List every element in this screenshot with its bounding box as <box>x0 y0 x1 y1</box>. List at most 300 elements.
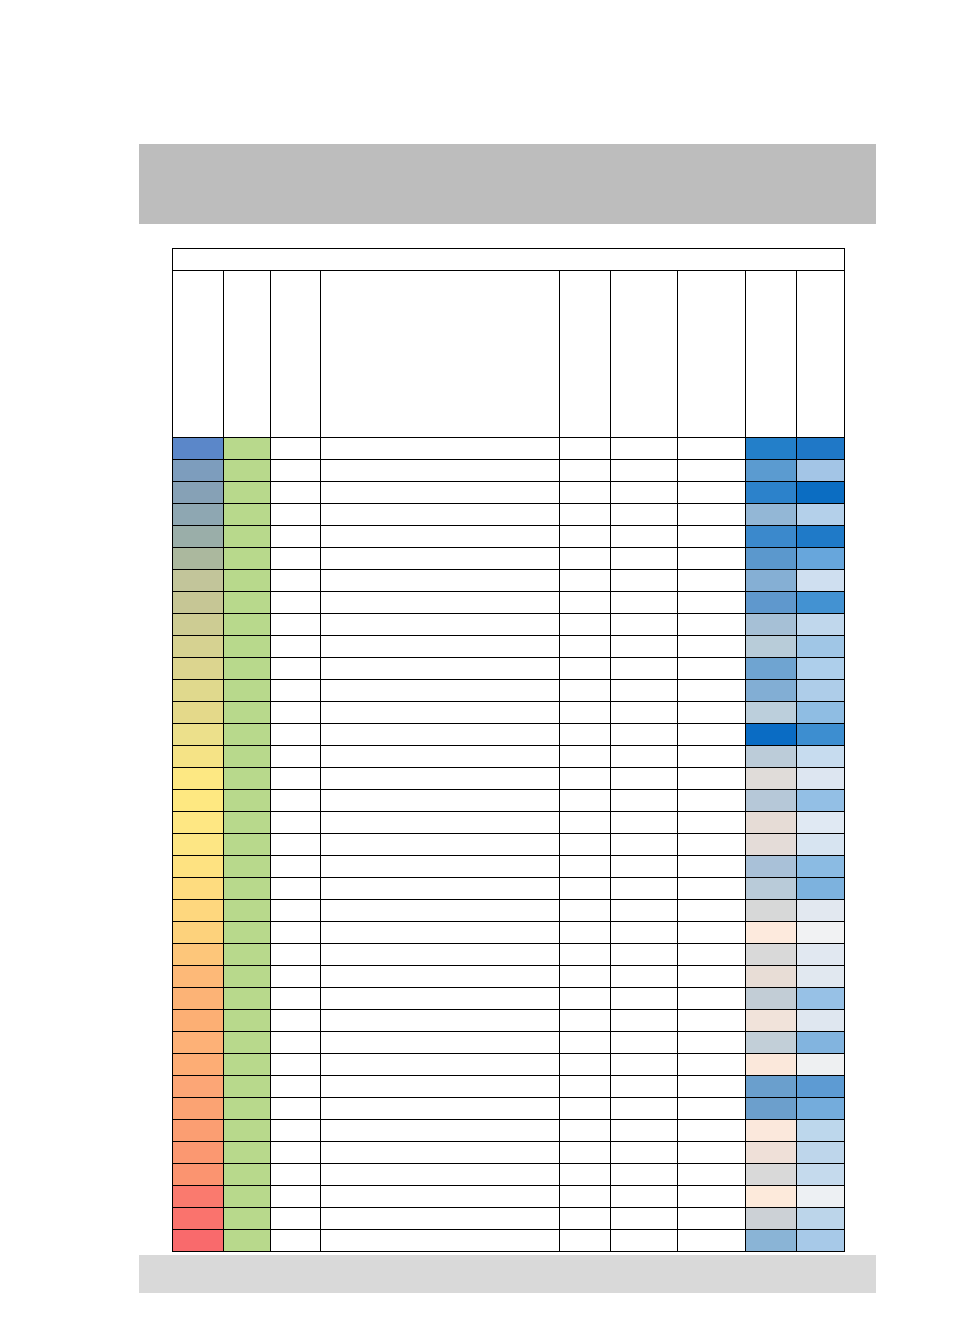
table-cell <box>746 1208 797 1230</box>
table-cell <box>321 834 560 856</box>
table-cell <box>173 1076 224 1098</box>
table-cell <box>560 636 611 658</box>
table-cell <box>560 1076 611 1098</box>
table-cell <box>746 1142 797 1164</box>
table-cell <box>746 900 797 922</box>
table-cell <box>746 438 797 460</box>
table-cell <box>746 548 797 570</box>
table-cell <box>746 988 797 1010</box>
table-cell <box>560 460 611 482</box>
table-cell <box>611 834 678 856</box>
table-cell <box>797 1230 845 1252</box>
column-header <box>321 271 560 438</box>
table-cell <box>797 1142 845 1164</box>
table-cell <box>271 790 321 812</box>
table-cell <box>321 438 560 460</box>
table-cell <box>678 1120 746 1142</box>
table-cell <box>321 1230 560 1252</box>
table-cell <box>321 1098 560 1120</box>
table-cell <box>611 856 678 878</box>
table-cell <box>560 790 611 812</box>
table-cell <box>224 526 271 548</box>
table-cell <box>224 1142 271 1164</box>
table-cell <box>797 724 845 746</box>
table-cell <box>271 658 321 680</box>
table-cell <box>797 1120 845 1142</box>
table-cell <box>173 1186 224 1208</box>
table-cell <box>224 504 271 526</box>
table-cell <box>560 548 611 570</box>
table-cell <box>678 460 746 482</box>
table-cell <box>224 680 271 702</box>
table-row <box>173 1120 845 1142</box>
table-cell <box>560 504 611 526</box>
column-header <box>746 271 797 438</box>
table-row <box>173 592 845 614</box>
table-cell <box>224 944 271 966</box>
table-cell <box>797 922 845 944</box>
table-cell <box>173 526 224 548</box>
table-cell <box>678 768 746 790</box>
table-cell <box>560 1054 611 1076</box>
table-cell <box>560 1032 611 1054</box>
table-row <box>173 1076 845 1098</box>
table-cell <box>560 812 611 834</box>
table-cell <box>797 614 845 636</box>
table-cell <box>746 944 797 966</box>
table-cell <box>224 592 271 614</box>
table-cell <box>321 1142 560 1164</box>
table-cell <box>173 592 224 614</box>
table-cell <box>224 724 271 746</box>
table-cell <box>321 680 560 702</box>
table-cell <box>173 680 224 702</box>
table-row <box>173 1054 845 1076</box>
table-cell <box>797 900 845 922</box>
table-title-row <box>173 249 845 271</box>
column-header <box>797 271 845 438</box>
table-cell <box>173 790 224 812</box>
table-cell <box>678 1230 746 1252</box>
table-cell <box>321 790 560 812</box>
table-cell <box>746 526 797 548</box>
table-cell <box>271 1010 321 1032</box>
table-cell <box>797 856 845 878</box>
table-cell <box>678 570 746 592</box>
table-cell <box>611 878 678 900</box>
table-cell <box>797 812 845 834</box>
table-row <box>173 636 845 658</box>
table-cell <box>678 658 746 680</box>
table-cell <box>173 768 224 790</box>
table-cell <box>560 944 611 966</box>
table-cell <box>271 1120 321 1142</box>
table-cell <box>678 1186 746 1208</box>
table-cell <box>611 1230 678 1252</box>
table-cell <box>678 1142 746 1164</box>
table-cell <box>678 966 746 988</box>
table-cell <box>746 724 797 746</box>
table-cell <box>271 460 321 482</box>
table-cell <box>173 1120 224 1142</box>
table-cell <box>611 438 678 460</box>
table-cell <box>678 614 746 636</box>
table-cell <box>321 658 560 680</box>
table-row <box>173 834 845 856</box>
table-cell <box>560 966 611 988</box>
table-cell <box>746 1098 797 1120</box>
table-cell <box>560 592 611 614</box>
table-cell <box>746 614 797 636</box>
table-cell <box>321 636 560 658</box>
table-cell <box>560 438 611 460</box>
table-cell <box>321 1010 560 1032</box>
table-cell <box>611 614 678 636</box>
table-cell <box>678 1032 746 1054</box>
table-row <box>173 482 845 504</box>
table-cell <box>746 746 797 768</box>
table-cell <box>224 922 271 944</box>
table-cell <box>321 900 560 922</box>
table-cell <box>271 504 321 526</box>
table-cell <box>271 702 321 724</box>
table-cell <box>560 878 611 900</box>
table-cell <box>678 1054 746 1076</box>
table-cell <box>797 966 845 988</box>
table-cell <box>560 1186 611 1208</box>
table-cell <box>224 878 271 900</box>
table-cell <box>224 1032 271 1054</box>
table-cell <box>224 900 271 922</box>
table-cell <box>611 1010 678 1032</box>
table-cell <box>560 988 611 1010</box>
table-cell <box>678 482 746 504</box>
table-row <box>173 812 845 834</box>
table-cell <box>271 768 321 790</box>
table-row <box>173 526 845 548</box>
table-cell <box>797 1098 845 1120</box>
table-cell <box>797 636 845 658</box>
table-cell <box>173 1054 224 1076</box>
table-cell <box>321 702 560 724</box>
table-row <box>173 790 845 812</box>
table-cell <box>271 966 321 988</box>
table-cell <box>611 680 678 702</box>
table-cell <box>271 878 321 900</box>
table-cell <box>321 724 560 746</box>
table-cell <box>224 1076 271 1098</box>
table-cell <box>611 812 678 834</box>
table-cell <box>746 878 797 900</box>
table-cell <box>678 504 746 526</box>
table-cell <box>611 658 678 680</box>
table-cell <box>321 1164 560 1186</box>
table-cell <box>173 878 224 900</box>
table-cell <box>271 746 321 768</box>
table-cell <box>321 922 560 944</box>
table-cell <box>678 1010 746 1032</box>
table-cell <box>224 746 271 768</box>
table-cell <box>321 944 560 966</box>
table-cell <box>224 614 271 636</box>
table-cell <box>560 1010 611 1032</box>
table-cell <box>678 592 746 614</box>
table-cell <box>321 1120 560 1142</box>
table-cell <box>560 724 611 746</box>
table-cell <box>321 504 560 526</box>
table-row <box>173 878 845 900</box>
table-cell <box>560 614 611 636</box>
table-cell <box>560 680 611 702</box>
table-cell <box>611 746 678 768</box>
table-cell <box>224 834 271 856</box>
table-row <box>173 1142 845 1164</box>
table-cell <box>797 768 845 790</box>
table-cell <box>611 1032 678 1054</box>
table-cell <box>678 702 746 724</box>
table-row <box>173 1164 845 1186</box>
table-row <box>173 966 845 988</box>
table-cell <box>797 790 845 812</box>
table-cell <box>173 438 224 460</box>
table-cell <box>560 702 611 724</box>
table-cell <box>224 1010 271 1032</box>
table-cell <box>173 548 224 570</box>
table-cell <box>173 504 224 526</box>
table-row <box>173 856 845 878</box>
table-cell <box>611 1098 678 1120</box>
table-cell <box>321 570 560 592</box>
table-cell <box>611 966 678 988</box>
table-cell <box>224 988 271 1010</box>
table-cell <box>797 526 845 548</box>
column-header <box>611 271 678 438</box>
table-cell <box>746 1120 797 1142</box>
table-cell <box>224 1208 271 1230</box>
table-cell <box>224 812 271 834</box>
table-cell <box>746 1164 797 1186</box>
table-cell <box>611 460 678 482</box>
table-cell <box>560 1142 611 1164</box>
table-cell <box>321 746 560 768</box>
table-cell <box>560 570 611 592</box>
table-row <box>173 922 845 944</box>
table-cell <box>224 702 271 724</box>
table-row <box>173 460 845 482</box>
table-cell <box>678 548 746 570</box>
table-cell <box>173 570 224 592</box>
table-cell <box>746 856 797 878</box>
table-cell <box>271 636 321 658</box>
table-cell <box>797 1010 845 1032</box>
table-cell <box>678 812 746 834</box>
table-cell <box>321 614 560 636</box>
table-cell <box>797 1186 845 1208</box>
table-cell <box>797 658 845 680</box>
table-cell <box>611 636 678 658</box>
table-cell <box>611 1054 678 1076</box>
table-cell <box>797 878 845 900</box>
table-cell <box>560 768 611 790</box>
table-row <box>173 724 845 746</box>
table-cell <box>746 658 797 680</box>
table-cell <box>746 460 797 482</box>
table-cell <box>271 812 321 834</box>
table-cell <box>271 592 321 614</box>
ranking-table <box>172 248 845 1252</box>
table-cell <box>271 900 321 922</box>
table-cell <box>271 856 321 878</box>
table-cell <box>611 1142 678 1164</box>
table-cell <box>560 526 611 548</box>
table-cell <box>678 878 746 900</box>
table-cell <box>321 526 560 548</box>
table-cell <box>611 504 678 526</box>
table-cell <box>173 922 224 944</box>
table-cell <box>746 1054 797 1076</box>
table-cell <box>271 1054 321 1076</box>
table-row <box>173 1098 845 1120</box>
table-cell <box>224 460 271 482</box>
table-cell <box>746 482 797 504</box>
table-cell <box>560 1120 611 1142</box>
table-cell <box>560 1230 611 1252</box>
table-row <box>173 614 845 636</box>
table-cell <box>746 768 797 790</box>
table-cell <box>173 658 224 680</box>
table-cell <box>271 724 321 746</box>
table-cell <box>560 658 611 680</box>
table-cell <box>746 702 797 724</box>
table-cell <box>678 1076 746 1098</box>
table-cell <box>224 768 271 790</box>
table-header-row <box>173 271 845 438</box>
table-cell <box>746 790 797 812</box>
table-cell <box>560 900 611 922</box>
table-cell <box>321 1208 560 1230</box>
table-cell <box>746 1186 797 1208</box>
table-cell <box>560 1098 611 1120</box>
table-cell <box>611 1120 678 1142</box>
table-row <box>173 1230 845 1252</box>
table-cell <box>560 482 611 504</box>
table-cell <box>797 570 845 592</box>
table-cell <box>173 1208 224 1230</box>
table-row <box>173 768 845 790</box>
table-cell <box>678 988 746 1010</box>
column-header <box>173 271 224 438</box>
table-cell <box>611 1208 678 1230</box>
table-cell <box>271 482 321 504</box>
table-cell <box>560 1164 611 1186</box>
table-row <box>173 680 845 702</box>
table-cell <box>678 724 746 746</box>
table-cell <box>271 526 321 548</box>
table-cell <box>746 1076 797 1098</box>
table-cell <box>173 1010 224 1032</box>
table-cell <box>271 1098 321 1120</box>
table-cell <box>746 570 797 592</box>
table-row <box>173 504 845 526</box>
table-cell <box>271 548 321 570</box>
table-row <box>173 548 845 570</box>
table-cell <box>611 482 678 504</box>
table-cell <box>611 526 678 548</box>
table-cell <box>224 438 271 460</box>
table-cell <box>173 1142 224 1164</box>
table-row <box>173 570 845 592</box>
table-cell <box>321 1032 560 1054</box>
table-cell <box>678 944 746 966</box>
table-cell <box>271 944 321 966</box>
table-cell <box>224 790 271 812</box>
table-cell <box>797 1208 845 1230</box>
table-cell <box>797 438 845 460</box>
column-header <box>678 271 746 438</box>
table-cell <box>746 636 797 658</box>
table-cell <box>271 922 321 944</box>
table-cell <box>797 592 845 614</box>
table-cell <box>224 856 271 878</box>
table-cell <box>611 922 678 944</box>
table-title <box>173 249 845 271</box>
table-cell <box>678 1164 746 1186</box>
table-cell <box>797 988 845 1010</box>
table-cell <box>678 438 746 460</box>
table-cell <box>678 790 746 812</box>
table-cell <box>746 922 797 944</box>
table-row <box>173 658 845 680</box>
table-cell <box>271 438 321 460</box>
table-row <box>173 988 845 1010</box>
column-header <box>560 271 611 438</box>
report-footer-band <box>139 1255 876 1293</box>
table-cell <box>271 988 321 1010</box>
table-cell <box>611 702 678 724</box>
table-cell <box>224 1230 271 1252</box>
table-cell <box>224 482 271 504</box>
table-cell <box>797 1032 845 1054</box>
table-cell <box>271 1142 321 1164</box>
table-cell <box>271 834 321 856</box>
table-cell <box>560 1208 611 1230</box>
table-cell <box>173 1164 224 1186</box>
table-cell <box>746 834 797 856</box>
table-cell <box>173 834 224 856</box>
table-cell <box>321 768 560 790</box>
table-cell <box>678 834 746 856</box>
table-cell <box>173 746 224 768</box>
table-row <box>173 900 845 922</box>
table-cell <box>321 482 560 504</box>
table-cell <box>746 966 797 988</box>
table-cell <box>611 1164 678 1186</box>
table-cell <box>560 834 611 856</box>
table-cell <box>224 1164 271 1186</box>
table-row <box>173 438 845 460</box>
table-cell <box>173 636 224 658</box>
table-cell <box>797 1054 845 1076</box>
table-cell <box>797 1076 845 1098</box>
table-cell <box>224 1098 271 1120</box>
table-cell <box>611 1076 678 1098</box>
table-cell <box>173 460 224 482</box>
table-cell <box>271 1032 321 1054</box>
table-cell <box>611 790 678 812</box>
table-cell <box>173 900 224 922</box>
table-cell <box>173 482 224 504</box>
table-cell <box>173 856 224 878</box>
